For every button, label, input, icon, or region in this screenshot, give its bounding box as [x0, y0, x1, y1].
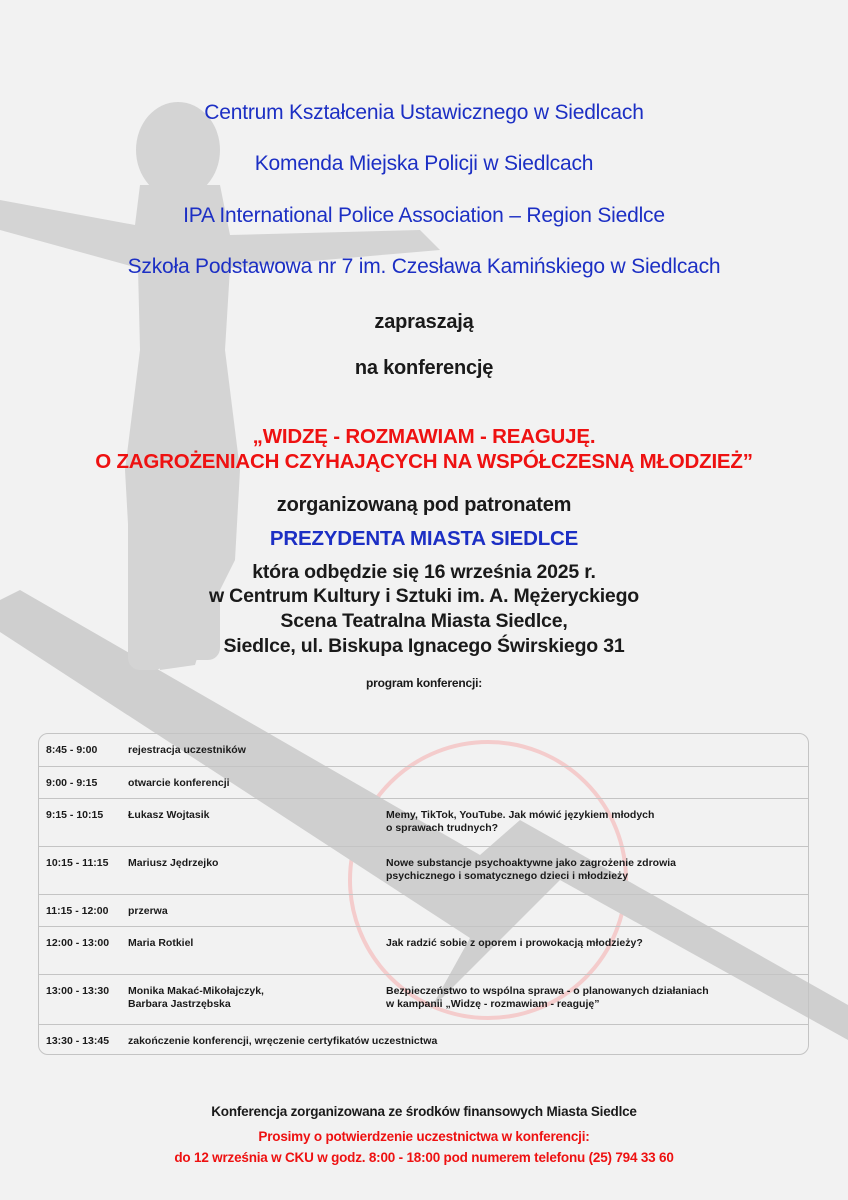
program-time: 9:00 - 9:15 [46, 777, 98, 789]
conference-title-line-2: O ZAGROŻENIACH CZYHAJĄCYCH NA WSPÓŁCZESNĄ MŁODZIEŻ” [95, 450, 753, 473]
organizer-cku: Centrum Kształcenia Ustawicznego w Siedlcach [204, 101, 644, 124]
conference-title-line-1: „WIDZĘ - ROZMAWIAM - REAGUJĘ. [252, 425, 596, 448]
event-stage: Scena Teatralna Miasta Siedlce, [280, 610, 568, 632]
program-row [39, 894, 808, 926]
organizer-school: Szkoła Podstawowa nr 7 im. Czesława Kamińskiego w Siedlcach [127, 255, 721, 278]
rsvp-line-2: do 12 września w CKU w godz. 8:00 - 18:00 pod numerem telefonu (25) 794 33 60 [174, 1150, 674, 1165]
program-topic: Bezpieczeństwo to wspólna sprawa - o planowanych działaniach w kampanii „Widzę - rozmawiam - reaguję” [386, 985, 709, 1010]
program-time: 8:45 - 9:00 [46, 744, 98, 756]
organizer-police: Komenda Miejska Policji w Siedlcach [254, 152, 594, 175]
program-time: 9:15 - 10:15 [46, 809, 104, 821]
program-topic: Memy, TikTok, YouTube. Jak mówić językiem młodych o sprawach trudnych? [386, 809, 655, 834]
program-row [39, 1024, 808, 1055]
program-speaker: Monika Makać-Mikołajczyk, Barbara Jastrzębska [128, 985, 264, 1010]
program-item: przerwa [128, 905, 168, 917]
program-item: zakończenie konferencji, wręczenie certyfikatów uczestnictwa [128, 1035, 438, 1047]
program-row [39, 926, 808, 974]
program-label: program konferencji: [365, 676, 483, 690]
funding-note: Konferencja zorganizowana ze środków finansowych Miasta Siedlce [211, 1104, 637, 1119]
program-item: rejestracja uczestników [128, 744, 246, 756]
program-time: 12:00 - 13:00 [46, 937, 110, 949]
event-place: w Centrum Kultury i Sztuki im. A. Mężeryckiego [209, 585, 639, 607]
patronage-intro: zorganizowaną pod patronatem [276, 494, 572, 516]
event-address: Siedlce, ul. Biskupa Ignacego Świrskiego 31 [223, 635, 625, 657]
program-speaker: Mariusz Jędrzejko [128, 857, 219, 869]
program-speaker: Maria Rotkiel [128, 937, 194, 949]
program-row [39, 974, 808, 1024]
program-row [39, 846, 808, 894]
program-row [39, 798, 808, 846]
program-item: otwarcie konferencji [128, 777, 230, 789]
program-time: 13:30 - 13:45 [46, 1035, 110, 1047]
organizer-ipa: IPA International Police Association – Region Siedlce [183, 204, 665, 227]
program-table [38, 733, 809, 1055]
invite-line-2: na konferencję [354, 357, 494, 379]
event-date: która odbędzie się 16 września 2025 r. [252, 561, 596, 583]
program-speaker: Łukasz Wojtasik [128, 809, 210, 821]
invite-line-1: zapraszają [374, 311, 474, 333]
program-topic: Jak radzić sobie z oporem i prowokacją młodzieży? [386, 937, 643, 949]
program-row [39, 734, 808, 766]
program-time: 13:00 - 13:30 [46, 985, 110, 997]
program-row [39, 766, 808, 798]
rsvp-line-1: Prosimy o potwierdzenie uczestnictwa w konferencji: [258, 1129, 590, 1144]
program-time: 10:15 - 11:15 [46, 857, 109, 869]
program-topic: Nowe substancje psychoaktywne jako zagrożenie zdrowia psychicznego i somatycznego dzieci i młodzieży [386, 857, 677, 882]
patron-name: PREZYDENTA MIASTA SIEDLCE [269, 527, 579, 550]
program-time: 11:15 - 12:00 [46, 905, 109, 917]
